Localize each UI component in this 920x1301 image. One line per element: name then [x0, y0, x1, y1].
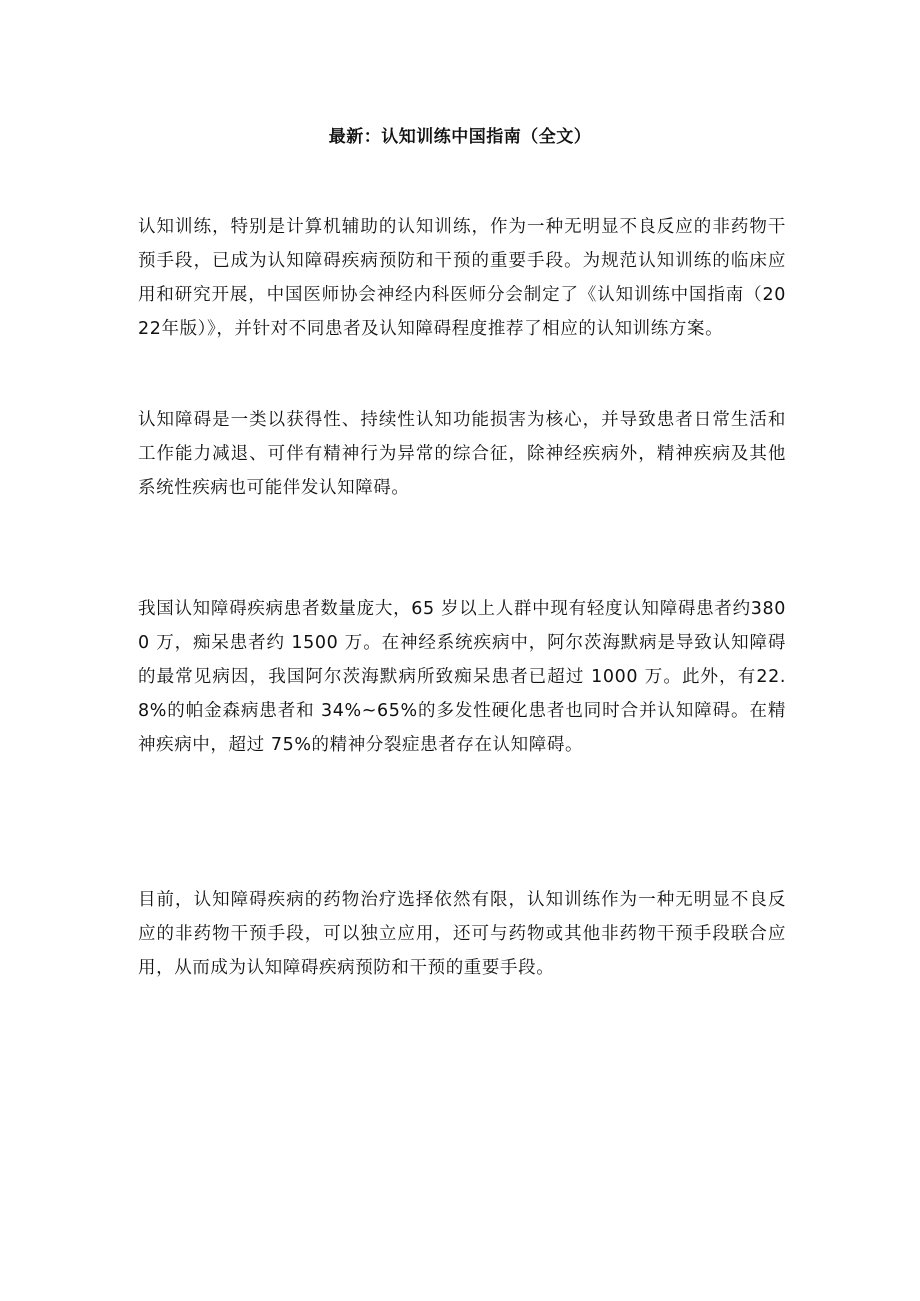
paragraph-definition: 认知障碍是一类以获得性、持续性认知功能损害为核心，并导致患者日常生活和工作能力减退、可伴有精神行为异常的综合征，除神经疾病外，精神疾病及其他系统性疾病也可能伴发认知障碍。 — [138, 410, 786, 498]
paragraph-intro: 认知训练，特别是计算机辅助的认知训练，作为一种无明显不良反应的非药物干预手段，已成为认知障碍疾病预防和干预的重要手段。为规范认知训练的临床应用和研究开展，中国医师协会神经内科医师分会制定了《认知训练中国指南（2022年版）》，并针对不同患者及认知障碍程度推荐了相应的认知训练方案。 — [138, 217, 786, 339]
paragraph-epidemiology: 我国认知障碍疾病患者数量庞大，65 岁以上人群中现有轻度认知障碍患者约3800 万，痴呆患者约 1500 万。在神经系统疾病中，阿尔茨海默病是导致认知障碍的最常见病因，我国阿尔茨海默病所致痴呆患者已超过 1000 万。此外，有22.8%的帕金森病患者和 34%~65%的多发性硬化患者也同时合并认知障碍。在精神疾病中，超过 75%的精神分裂症患者存在认知障碍。 — [138, 599, 786, 755]
document-title: 最新：认知训练中国指南（全文） — [328, 127, 592, 147]
paragraph-treatment: 目前，认知障碍疾病的药物治疗选择依然有限，认知训练作为一种无明显不良反应的非药物干预手段，可以独立应用，还可与药物或其他非药物干预手段联合应用，从而成为认知障碍疾病预防和干预的重要手段。 — [138, 890, 786, 978]
